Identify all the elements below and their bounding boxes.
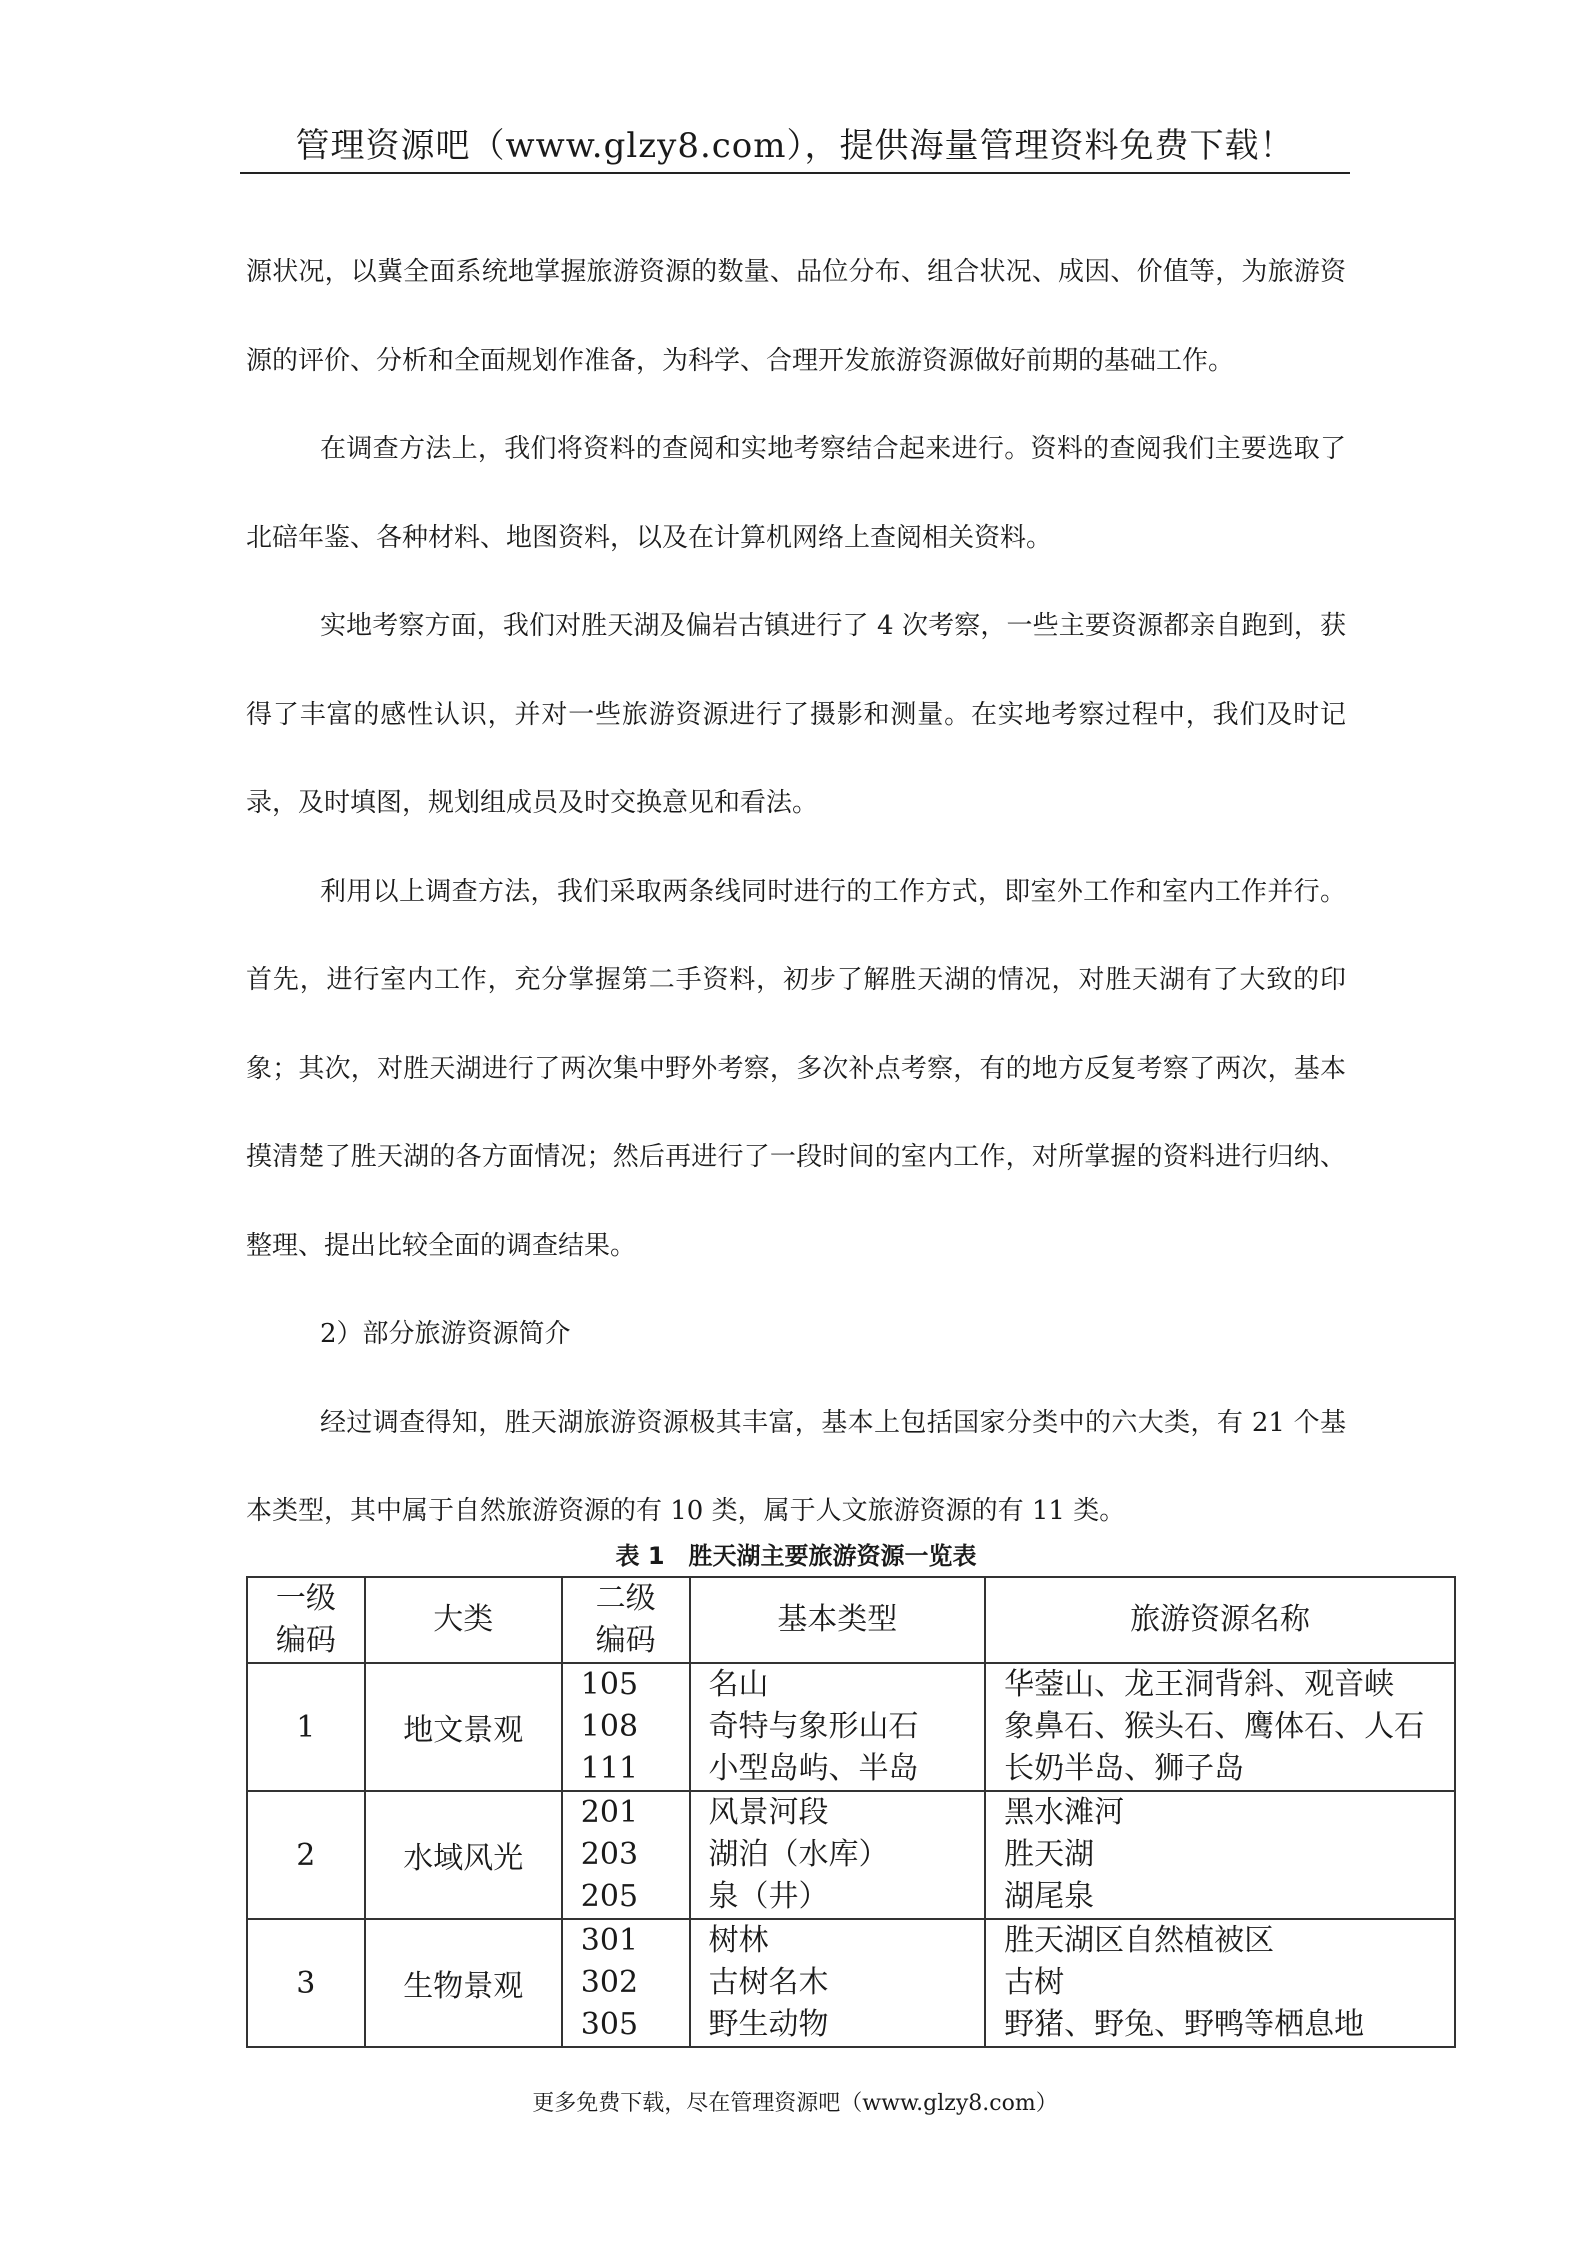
basic-type-cell: 名山 奇特与象形山石 小型岛屿、半岛	[690, 1663, 986, 1791]
header-basic-type: 基本类型	[690, 1577, 986, 1663]
resource-name-cell: 胜天湖区自然植被区 古树 野猪、野兔、野鸭等栖息地	[985, 1919, 1455, 2047]
page-footer: 更多免费下载，尽在管理资源吧（www.glzy8.com）	[532, 2091, 1058, 2116]
table-caption: 表 1 胜天湖主要旅游资源一览表	[615, 1542, 977, 1570]
level1-code-cell: 3	[247, 1919, 365, 2047]
table-row	[247, 1791, 1455, 1919]
header-resource-name: 旅游资源名称	[985, 1577, 1455, 1663]
category-cell: 水域风光	[365, 1791, 562, 1919]
resource-table	[246, 1576, 1456, 2048]
header-category: 大类	[365, 1577, 562, 1663]
category-cell: 地文景观	[365, 1663, 562, 1791]
basic-type-cell: 风景河段 湖泊（水库） 泉（井）	[690, 1791, 986, 1919]
table-row	[247, 1919, 1455, 2047]
level1-code-cell: 2	[247, 1791, 365, 1919]
level1-code-cell: 1	[247, 1663, 365, 1791]
paragraph: 源状况，以冀全面系统地掌握旅游资源的数量、品位分布、组合状况、成因、价值等，为旅游资源的评价、分析和全面规划作准备，为科学、合理开发旅游资源做好前期的基础工作。	[246, 257, 1346, 376]
paragraph: 经过调查得知，胜天湖旅游资源极其丰富，基本上包括国家分类中的六大类，有 21 个基本类型，其中属于自然旅游资源的有 10 类，属于人文旅游资源的有 11 类。	[246, 1407, 1346, 1526]
resource-name-cell: 黑水滩河 胜天湖 湖尾泉	[985, 1791, 1455, 1919]
level2-code-cell: 301 302 305	[562, 1919, 690, 2047]
resource-name-cell: 华蓥山、龙王洞背斜、观音峡 象鼻石、猴头石、鹰体石、人石 长奶半岛、狮子岛	[985, 1663, 1455, 1791]
table-row	[247, 1663, 1455, 1791]
header-rule	[240, 172, 1350, 174]
paragraph: 利用以上调查方法，我们采取两条线同时进行的工作方式，即室外工作和室内工作并行。首先，进行室内工作，充分掌握第二手资料，初步了解胜天湖的情况，对胜天湖有了大致的印象；其次，对胜天湖进行了两次集中野外考察，多次补点考察，有的地方反复考察了两次，基本摸清楚了胜天湖的各方面情况；然后再进行了一段时间的室内工作，对所掌握的资料进行归纳、整理、提出比较全面的调查结果。	[246, 876, 1346, 1261]
body-text	[246, 228, 1346, 1556]
table-header-row	[247, 1577, 1455, 1663]
level2-code-cell: 201 203 205	[562, 1791, 690, 1919]
header-level1-code: 一级 编码	[247, 1577, 365, 1663]
category-cell: 生物景观	[365, 1919, 562, 2047]
paragraph: 在调查方法上，我们将资料的查阅和实地考察结合起来进行。资料的查阅我们主要选取了北碚年鉴、各种材料、地图资料，以及在计算机网络上查阅相关资料。	[246, 434, 1346, 553]
level2-code-cell: 105 108 111	[562, 1663, 690, 1791]
section-heading: 2）部分旅游资源简介	[320, 1319, 571, 1349]
header-level2-code: 二级 编码	[562, 1577, 690, 1663]
basic-type-cell: 树林 古树名木 野生动物	[690, 1919, 986, 2047]
page-header: 管理资源吧（www.glzy8.com），提供海量管理资料免费下载！	[295, 126, 1295, 166]
paragraph: 实地考察方面，我们对胜天湖及偏岩古镇进行了 4 次考察，一些主要资源都亲自跑到，获得了丰富的感性认识，并对一些旅游资源进行了摄影和测量。在实地考察过程中，我们及时记录，及时填图，规划组成员及时交换意见和看法。	[246, 611, 1346, 818]
